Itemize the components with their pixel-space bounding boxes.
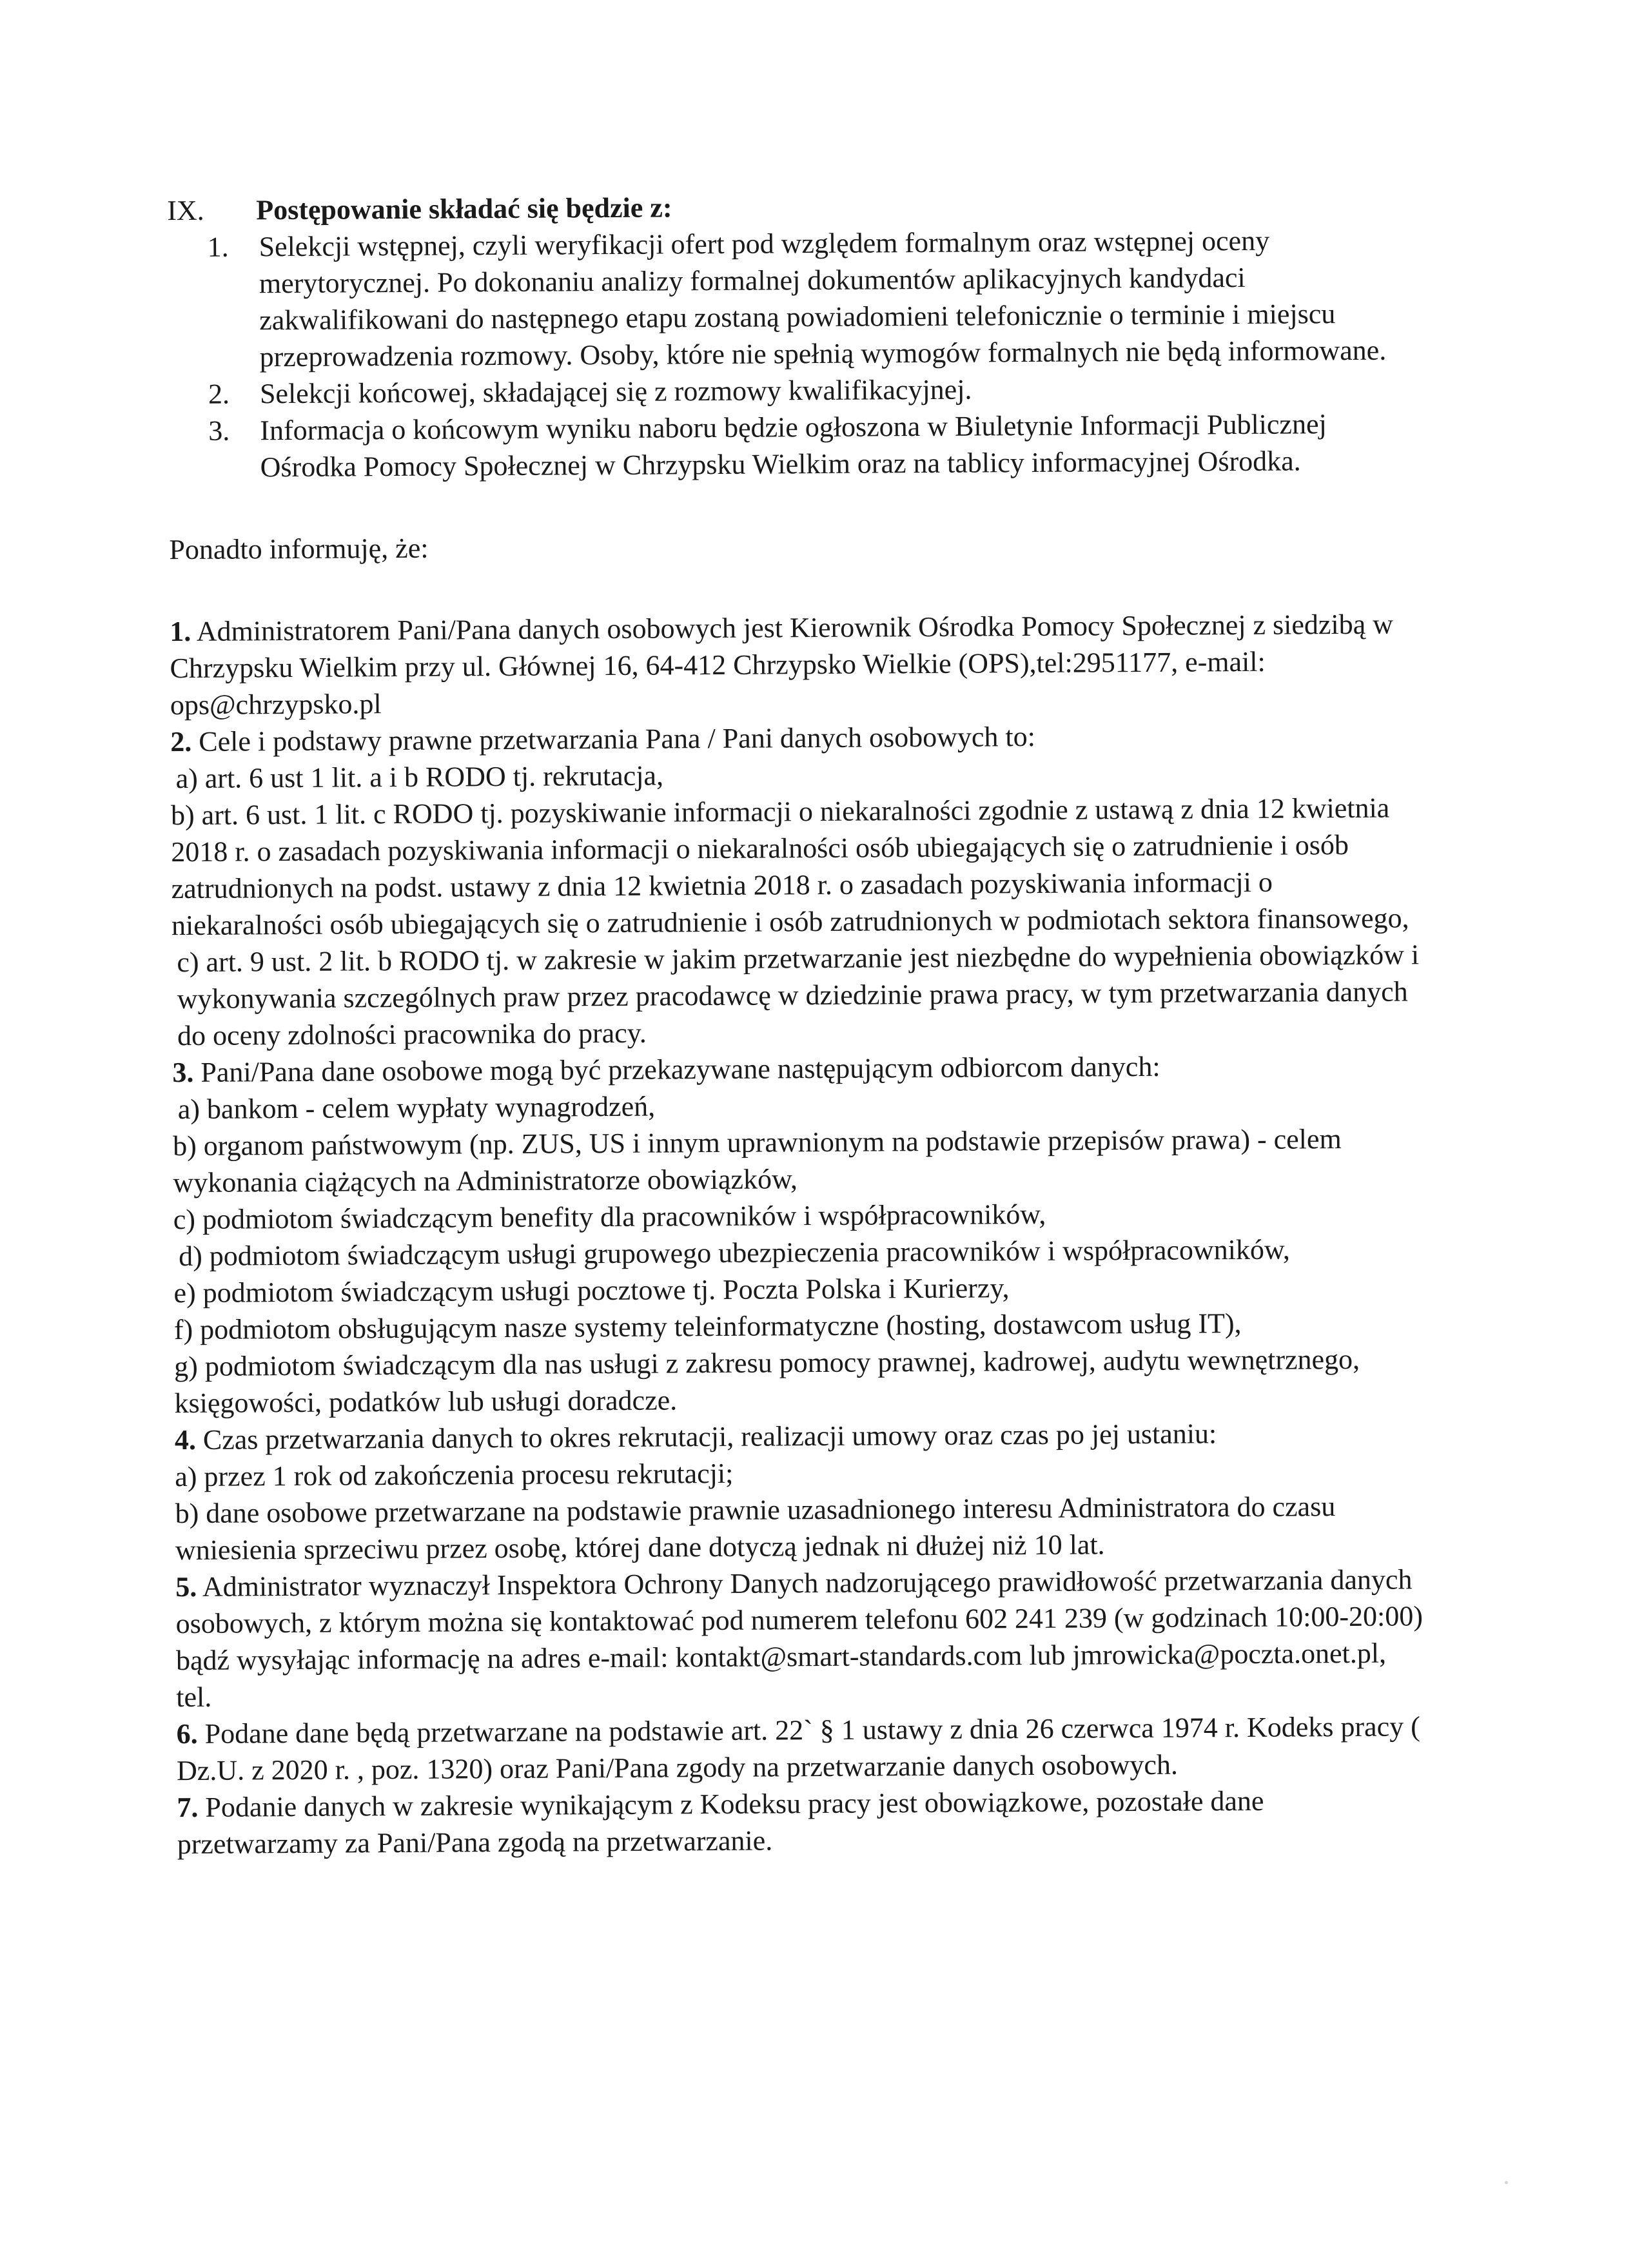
procedure-step xyxy=(208,405,1421,485)
clause-text: Podane dane będą przetwarzane na podstawie art. 22` § 1 ustawy z dnia 26 czerwca 1974 r. Kodeks pracy ( Dz.U. z 2020 r. , poz. 1320) oraz Pani/Pana zgody na przetwarzanie danych osobowych. xyxy=(176,1710,1420,1787)
clause-line xyxy=(177,1708,1429,1789)
clause-text: Podanie danych w zakresie wynikającym z Kodeksu pracy jest obowiązkowe, pozostałe dane przetwarzamy za Pani/Pana zgodą na przetwarzanie. xyxy=(177,1784,1264,1861)
clause-text: a) art. 6 ust 1 lit. a i b RODO tj. rekrutacja, xyxy=(175,759,664,795)
clause-number: 4. xyxy=(174,1423,197,1456)
step-number: 2. xyxy=(208,378,230,410)
clause-line xyxy=(171,789,1424,944)
clause-number: 6. xyxy=(176,1717,198,1750)
clause-text: e) podmiotom świadczącym usługi pocztowe tj. Poczta Polska i Kurierzy, xyxy=(173,1272,1010,1309)
clause-text: a) bankom - celem wypłaty wynagrodzeń, xyxy=(177,1090,656,1126)
procedure-steps xyxy=(167,221,1420,486)
clause-text: Cele i podstawy prawne przetwarzania Pana / Pani danych osobowych to: xyxy=(199,720,1036,758)
clause-text: b) art. 6 ust. 1 lit. c RODO tj. pozyskiwanie informacji o niekaralności zgodnie z ustawą z dnia 12 kwietnia 2018 r. o zasadach pozyskiwania informacji o niekaralności osób ubiegających się o zatrudnienie i osób zatrudnionych na podst. ustawy z dnia 12 kwietnia 2018 r. o zasadach pozyskiwania informacji o niekaralności osób ubiegających się o zatrudnienie i osób zatrudnionych w podmiotach sektora finansowego, xyxy=(170,792,1409,942)
clause-line xyxy=(175,1487,1427,1569)
step-number: 3. xyxy=(208,415,230,447)
clause-text: b) organom państwowym (np. ZUS, US i innym uprawnionym na podstawie przepisów prawa) - celem wykonania ciążących na Administratorze obowiązków, xyxy=(172,1123,1342,1199)
step-number: 1. xyxy=(207,231,229,263)
clause-text: Administratorem Pani/Pana danych osobowych jest Kierownik Ośrodka Pomocy Społecznej z siedzibą w Chrzypsku Wielkim przy ul. Głównej 16, 64-412 Chrzypsko Wielkie (OPS),tel:2951177, e-mail: ops@chrzypsko.pl xyxy=(170,608,1394,721)
clause-number: 7. xyxy=(177,1791,199,1824)
clause-text: b) dane osobowe przetwarzane na podstawie prawnie uzasadnionego interesu Administratora do czasu wniesienia sprzeciwu przez osobę, której dane dotyczą jednak ni dłużej niż 10 lat. xyxy=(175,1491,1336,1567)
clause-line xyxy=(170,605,1422,723)
clause-text: c) art. 9 ust. 2 lit. b RODO tj. w zakresie w jakim przetwarzanie jest niezbędne do wypełnienia obowiązków i wykonywania szczególnych praw przez pracodawcę w dziedzinie prawa pracy, w tym przetwarzania danych do oceny zdolności pracownika do pracy. xyxy=(177,939,1420,1052)
clause-number: 2. xyxy=(170,725,192,758)
clause-text: Administrator wyznaczył Inspektora Ochrony Danych nadzorującego prawidłowość przetwarzania danych osobowych, z którym można się kontaktować pod numerem telefonu 602 241 239 (w godzinach 10:00-20:00) bądź wysyłając informację na adres e-mail: kontakt@smart-standards.com lub jmrowicka@poczta.onet.pl, tel. xyxy=(175,1563,1424,1714)
step-text: Selekcji wstępnej, czyli weryfikacji ofert pod względem formalnym oraz wstępnej oceny merytorycznej. Po dokonaniu analizy formalnej dokumentów aplikacyjnych kandydaci zakwalifikowani do następnego etapu zostaną powiadomieni telefonicznie o terminie i miejscu przeprowadzenia rozmowy. Osoby, które nie spełnią wymogów formalnych nie będą informowane. xyxy=(259,224,1387,373)
clause-number: 3. xyxy=(172,1056,194,1089)
intro-text: Ponadto informuję, że: xyxy=(169,532,429,566)
clause-text: Pani/Pana dane osobowe mogą być przekazywane następującym odbiorcom danych: xyxy=(201,1050,1160,1088)
clause-line xyxy=(173,1230,1425,1275)
step-text: Selekcji końcowej, składającej się z rozmowy kwalifikacyjnej. xyxy=(259,373,972,410)
clause-text: d) podmiotom świadczącym usługi grupowego ubezpieczenia pracowników i współpracowników, xyxy=(179,1233,1290,1273)
clause-number: 1. xyxy=(170,615,191,648)
clause-text: f) podmiotom obsługującym nasze systemy teleinformatyczne (hosting, dostawcom usług IT), xyxy=(173,1307,1242,1346)
procedure-step xyxy=(207,221,1420,375)
step-text: Informacja o końcowym wyniku naboru będzie ogłoszona w Biuletynie Informacji Publicznej Ośrodka Pomocy Społecznej w Chrzypsku Wielkim oraz na tablicy informacyjnej Ośrodka. xyxy=(260,408,1327,484)
clause-line xyxy=(171,936,1424,1054)
section-number: IX. xyxy=(167,194,204,227)
scan-speck xyxy=(1505,2181,1508,2184)
clause-number: 5. xyxy=(175,1570,197,1603)
clause-text: a) przez 1 rok od zakończenia procesu rekrutacji; xyxy=(175,1457,734,1493)
clause-line xyxy=(173,1120,1425,1201)
gdpr-clauses xyxy=(170,605,1429,1862)
clause-line xyxy=(175,1561,1428,1716)
clause-text: g) podmiotom świadczącym dla nas usługi z zakresu pomocy prawnej, kadrowej, audytu wewnętrznego, księgowości, podatków lub usługi doradcze. xyxy=(174,1343,1360,1420)
section-title: Postępowanie składać się będzie z: xyxy=(256,191,672,226)
clause-line xyxy=(177,1781,1429,1862)
clause-text: Czas przetwarzania danych to okres rekrutacji, realizacji umowy oraz czas po jej ustaniu: xyxy=(202,1418,1217,1456)
clause-text: c) podmiotom świadczącym benefity dla pracowników i współpracowników, xyxy=(173,1198,1046,1236)
clause-line xyxy=(174,1340,1427,1422)
